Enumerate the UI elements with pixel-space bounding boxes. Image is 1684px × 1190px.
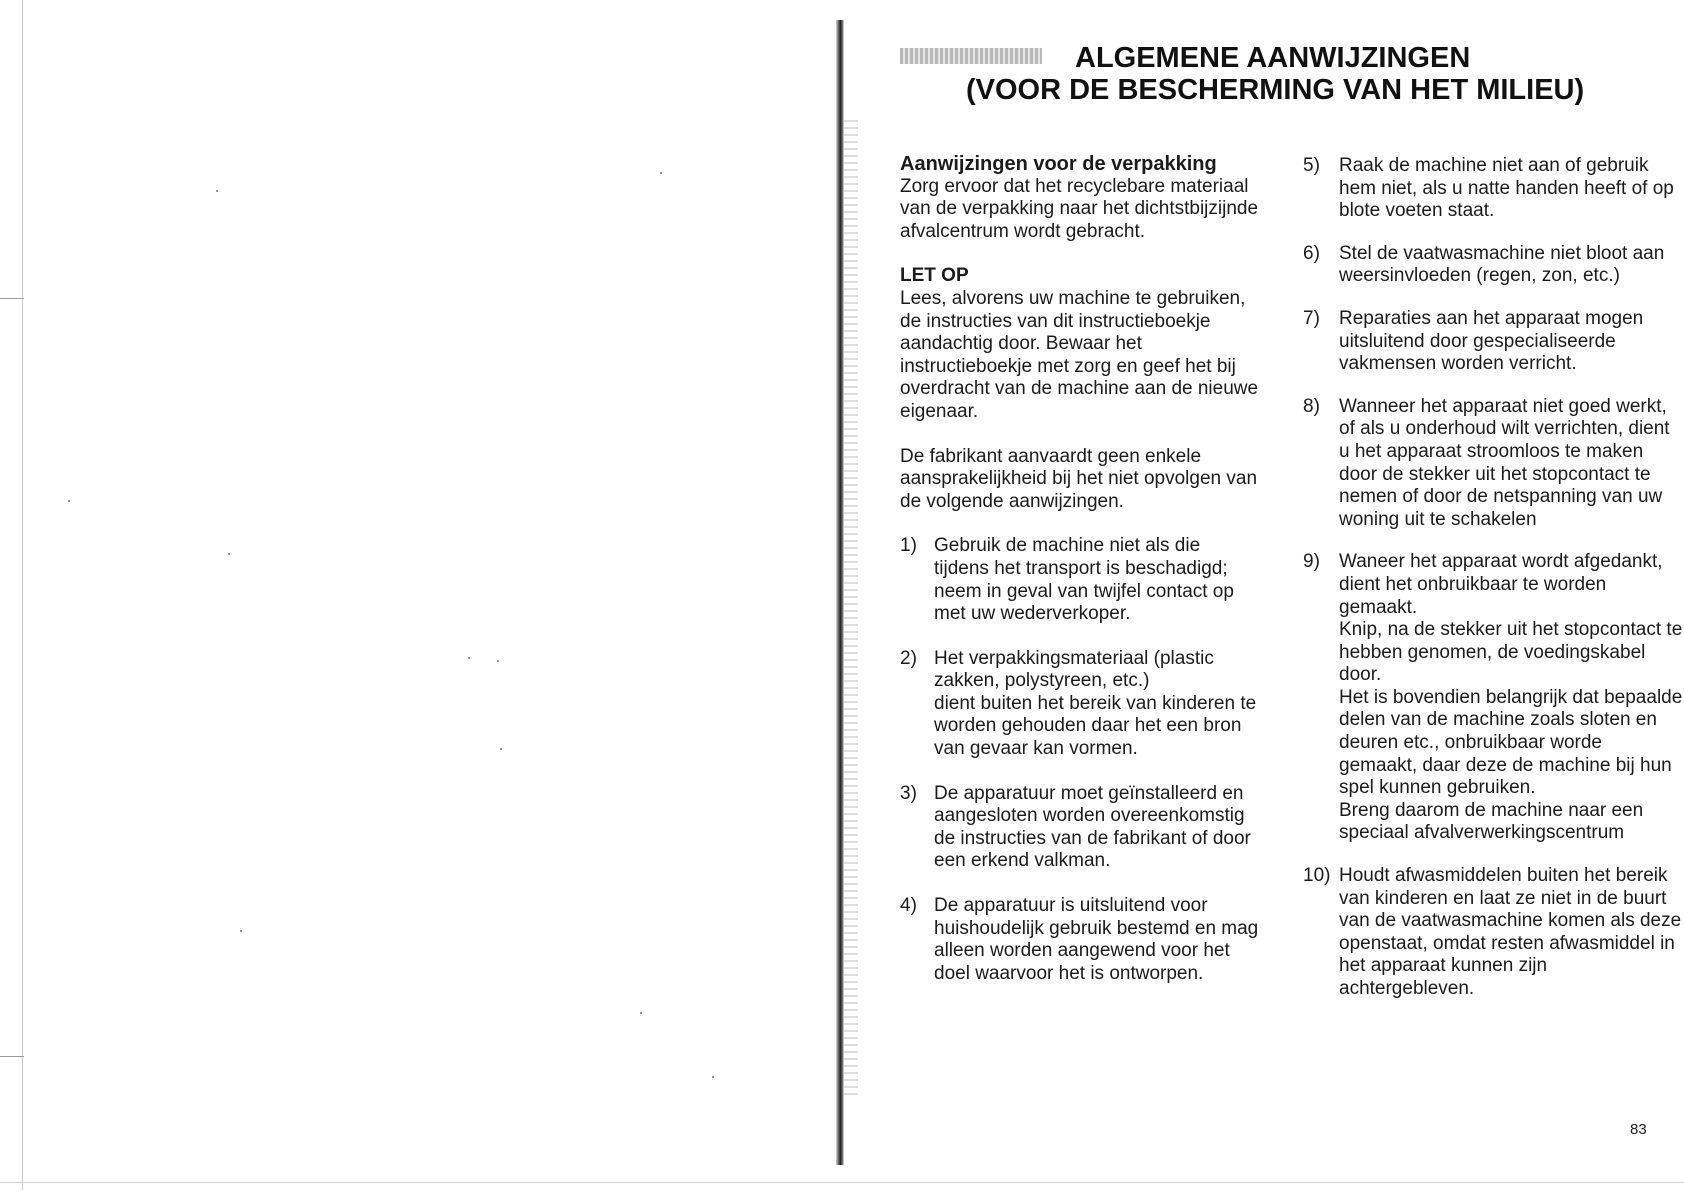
instruction-item-2: [900, 648, 1260, 761]
instruction-item-6: [1303, 243, 1683, 288]
item-text-group: [934, 648, 1260, 761]
scan-speck: [68, 500, 70, 502]
page-number: 83: [1630, 1121, 1647, 1138]
page-title-line-1: ALGEMENE AANWIJZINGEN: [1075, 42, 1471, 74]
right-text-column: [1303, 155, 1683, 1001]
item-text: Gebruik de machine niet als die tijdens het transport is beschadigd; neem in geval van twijfel contact op met uw wederverkoper.: [934, 535, 1234, 625]
instruction-item-8: [1303, 396, 1683, 532]
instruction-item-4: [900, 895, 1260, 985]
let-op-heading: LET OP: [900, 265, 969, 287]
instruction-item-9: [1303, 551, 1683, 845]
title-decoration-bar: [900, 48, 1042, 64]
instruction-item-3: [900, 783, 1260, 873]
instruction-item-10: [1303, 865, 1683, 1001]
instruction-item-5: [1303, 155, 1683, 223]
scan-speck: [228, 553, 230, 555]
item-text-continued: dient buiten het bereik van kinderen te worden gehouden daar het een bron van gevaar kan vormen.: [934, 692, 1257, 760]
item-text: Stel de vaatwasmachine niet bloot aan weersinvloeden (regen, zon, etc.): [1339, 242, 1665, 287]
left-text-column: [900, 153, 1260, 985]
edge-tick-mark: [0, 1056, 24, 1057]
spine-scan-noise: [844, 120, 858, 1100]
book-spine-shadow: [836, 20, 844, 1165]
item-text: Het verpakkingsmateriaal (plastic zakken, polystyreen, etc.): [934, 647, 1214, 692]
item-text: Raak de machine niet aan of gebruik hem niet, als u natte handen heeft of op blote voeten staat.: [1339, 155, 1674, 222]
item-text: Reparaties aan het apparaat mogen uitsluitend door gespecialiseerde vakmensen worden verricht.: [1339, 307, 1644, 375]
scan-speck: [497, 660, 499, 662]
instruction-item-1: [900, 535, 1260, 625]
scan-speck: [500, 748, 502, 750]
item-number: 6): [1303, 242, 1320, 264]
item-text: De apparatuur is uitsluitend voor huishoudelijk gebruik bestemd en mag alleen worden aangewend voor het doel waarvoor het is ontworpen.: [934, 895, 1259, 984]
item-number: 7): [1303, 307, 1320, 329]
item-text: Waneer het apparaat wordt afgedankt, dient het onbruikbaar te worden gemaakt.: [1339, 551, 1663, 618]
item-text: Wanneer het apparaat niet goed werkt, of als u onderhoud wilt verrichten, dient u het apparaat stroomloos te maken door de stekker uit het stopcontact te nemen of door de netspanning van uw woning uit te schakelen: [1339, 395, 1670, 530]
let-op-paragraph: Lees, alvorens uw machine te gebruiken, de instructies van dit instructieboekje aandachtig door. Bewaar het instructieboekje met zorg en geef het bij overdracht van de machine aan de nieuwe eigenaar.: [900, 287, 1259, 422]
packaging-paragraph: Zorg ervoor dat het recyclebare materiaal van de verpakking naar het dichtstbijzijnde afvalcentrum wordt gebracht.: [900, 175, 1259, 242]
scan-speck: [240, 930, 242, 932]
item-number: 9): [1303, 551, 1320, 573]
item-number: 4): [900, 895, 917, 917]
instruction-item-7: [1303, 308, 1683, 376]
packaging-heading: Aanwijzingen voor de verpakking: [900, 153, 1217, 175]
item-number: 5): [1303, 155, 1320, 176]
item-number: 1): [900, 535, 917, 557]
scan-speck: [468, 657, 470, 659]
liability-paragraph: De fabrikant aanvaardt geen enkele aansprakelijkheid bij het niet opvolgen van de volgende aanwijzingen.: [900, 445, 1258, 512]
scan-speck: [640, 1012, 642, 1014]
item-number: 2): [900, 647, 917, 669]
scan-speck: [216, 190, 218, 192]
item-text-continued: Breng daarom de machine naar een speciaal afvalverwerkingscentrum: [1339, 799, 1644, 844]
right-content-page: [860, 0, 1684, 1190]
page-title-line-2: (VOOR DE BESCHERMING VAN HET MILIEU): [966, 74, 1585, 106]
page-edge-line: [22, 0, 23, 1190]
left-blank-page: [0, 0, 838, 1190]
edge-tick-mark: [0, 298, 24, 299]
scan-speck: [712, 1076, 714, 1078]
item-text: De apparatuur moet geïnstalleerd en aangesloten worden overeenkomstig de instructies van de fabrikant of door een erkend valkman.: [934, 782, 1251, 872]
item-number: 8): [1303, 395, 1320, 417]
item-text-continued: Knip, na de stekker uit het stopcontact te hebben genomen, de voedingskabel door.: [1339, 619, 1683, 686]
item-number: 10): [1303, 865, 1331, 887]
item-text: Houdt afwasmiddelen buiten het bereik van kinderen en laat ze niet in de buurt van de vaatwasmachine komen als deze openstaat, omdat resten afwasmiddel in het apparaat kunnen zijn achtergebleven.: [1339, 865, 1682, 999]
item-text-group: [1339, 551, 1683, 845]
item-number: 3): [900, 782, 917, 804]
item-text-continued: Het is bovendien belangrijk dat bepaalde delen van de machine zoals sloten en deuren etc., onbruikbaar worde gemaakt, daar deze de machine bij hun spel kunnen gebruiken.: [1339, 686, 1683, 799]
scan-speck: [660, 172, 662, 174]
